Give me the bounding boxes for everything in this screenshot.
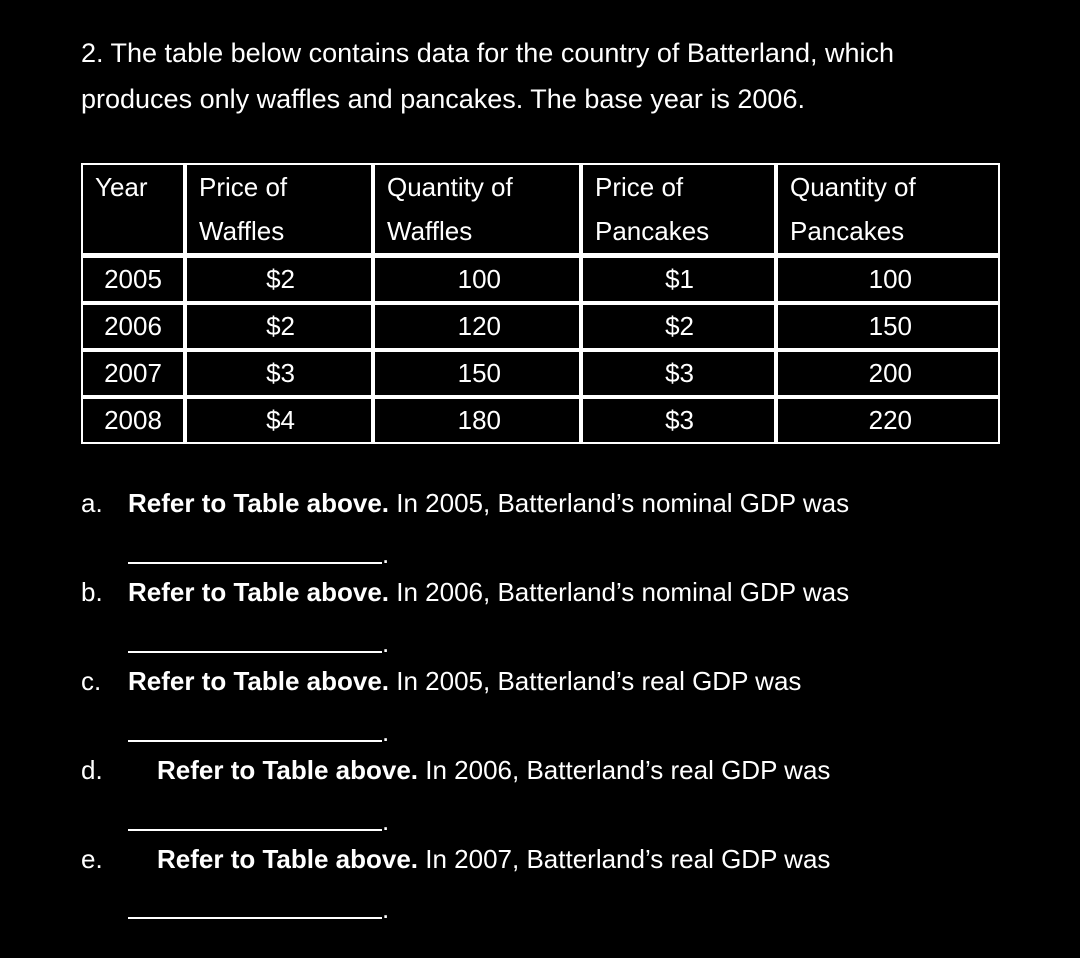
question-bold-lead: Refer to Table above. bbox=[128, 577, 390, 607]
question-a bbox=[81, 488, 1041, 519]
cell-year: 2008 bbox=[81, 397, 185, 444]
question-bold-lead: Refer to Table above. bbox=[128, 488, 390, 518]
question-bold-lead: Refer to Table above. bbox=[128, 666, 390, 696]
cell-price-waffles: $4 bbox=[185, 397, 373, 444]
question-bold-lead: Refer to Table above. bbox=[157, 755, 419, 785]
answer-blank-period: . bbox=[382, 717, 390, 747]
cell-year: 2005 bbox=[81, 256, 185, 303]
answer-blank-period: . bbox=[382, 894, 390, 924]
answer-blank-period: . bbox=[382, 539, 390, 569]
question-label: c. bbox=[81, 666, 102, 696]
table-row bbox=[81, 256, 1000, 303]
answer-blank-c[interactable] bbox=[128, 740, 382, 742]
cell-quantity-pancakes: 220 bbox=[776, 397, 1000, 444]
table-header-row bbox=[81, 163, 1000, 256]
question-text: In 2005, Batterland’s real GDP was bbox=[389, 666, 802, 696]
question-text: In 2005, Batterland’s nominal GDP was bbox=[389, 488, 850, 518]
answer-blank-period: . bbox=[382, 628, 390, 658]
question-label: a. bbox=[81, 488, 103, 518]
answer-blank-a[interactable] bbox=[128, 562, 382, 564]
question-c bbox=[81, 666, 1041, 697]
table-row bbox=[81, 303, 1000, 350]
question-text: In 2006, Batterland’s real GDP was bbox=[418, 755, 831, 785]
data-table bbox=[81, 163, 1000, 444]
question-bold-lead: Refer to Table above. bbox=[157, 844, 419, 874]
table-row bbox=[81, 397, 1000, 444]
answer-blank-period: . bbox=[382, 806, 390, 836]
header-quantity-waffles: Quantity of Waffles bbox=[373, 163, 581, 256]
cell-price-pancakes: $3 bbox=[581, 397, 776, 444]
cell-quantity-waffles: 150 bbox=[373, 350, 581, 397]
answer-blank-b[interactable] bbox=[128, 651, 382, 653]
answer-blank-d[interactable] bbox=[128, 829, 382, 831]
cell-price-pancakes: $1 bbox=[581, 256, 776, 303]
intro-line-2: produces only waffles and pancakes. The base year is 2006. bbox=[81, 84, 805, 114]
cell-price-pancakes: $2 bbox=[581, 303, 776, 350]
answer-blank-e[interactable] bbox=[128, 917, 382, 919]
cell-year: 2007 bbox=[81, 350, 185, 397]
cell-quantity-waffles: 180 bbox=[373, 397, 581, 444]
cell-quantity-pancakes: 100 bbox=[776, 256, 1000, 303]
question-label: b. bbox=[81, 577, 103, 607]
header-price-waffles: Price of Waffles bbox=[185, 163, 373, 256]
question-e bbox=[81, 844, 1041, 875]
cell-quantity-pancakes: 200 bbox=[776, 350, 1000, 397]
cell-price-waffles: $2 bbox=[185, 256, 373, 303]
question-text: In 2006, Batterland’s nominal GDP was bbox=[389, 577, 850, 607]
header-year: Year bbox=[81, 163, 185, 256]
cell-quantity-waffles: 100 bbox=[373, 256, 581, 303]
question-label: e. bbox=[81, 844, 103, 874]
cell-price-pancakes: $3 bbox=[581, 350, 776, 397]
header-price-pancakes: Price of Pancakes bbox=[581, 163, 776, 256]
cell-quantity-pancakes: 150 bbox=[776, 303, 1000, 350]
question-text: In 2007, Batterland’s real GDP was bbox=[418, 844, 831, 874]
question-d bbox=[81, 755, 1041, 786]
question-label: d. bbox=[81, 755, 103, 785]
problem-intro bbox=[81, 30, 1041, 122]
table-row bbox=[81, 350, 1000, 397]
cell-price-waffles: $2 bbox=[185, 303, 373, 350]
cell-quantity-waffles: 120 bbox=[373, 303, 581, 350]
question-b bbox=[81, 577, 1041, 608]
cell-price-waffles: $3 bbox=[185, 350, 373, 397]
intro-line-1: 2. The table below contains data for the country of Batterland, which bbox=[81, 38, 894, 68]
cell-year: 2006 bbox=[81, 303, 185, 350]
header-quantity-pancakes: Quantity of Pancakes bbox=[776, 163, 1000, 256]
